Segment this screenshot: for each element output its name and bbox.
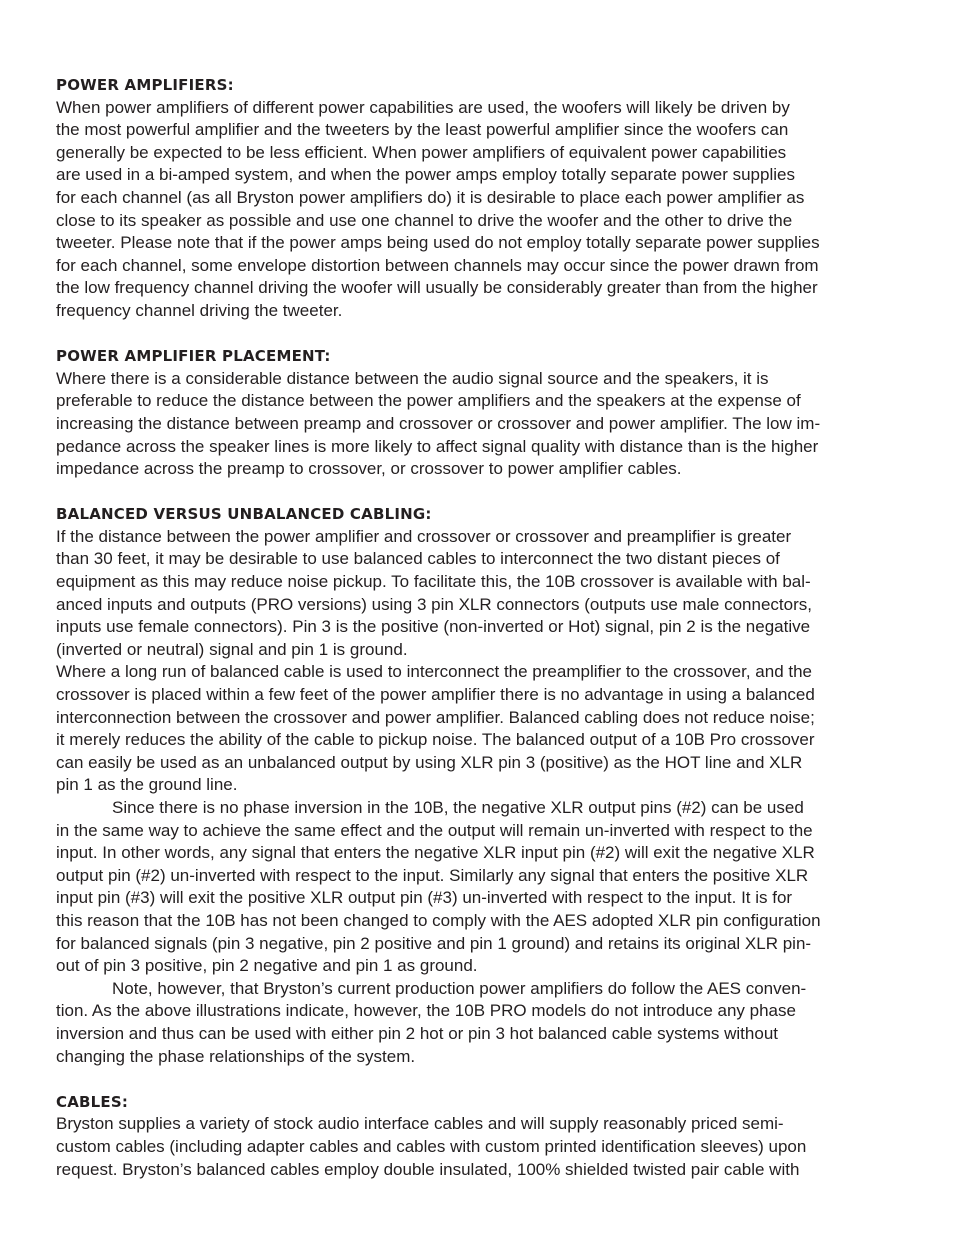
text-line: this reason that the 10B has not been changed to comply with the AES adopted XLR pin configuration bbox=[56, 910, 821, 930]
section-spacer bbox=[56, 481, 936, 504]
text-line: are used in a bi-amped system, and when the power amps employ totally separate power supplies bbox=[56, 165, 795, 185]
text-line: tweeter. Please note that if the power amps being used do not employ totally separate power supplies bbox=[56, 233, 820, 253]
text-line: If the distance between the power amplifier and crossover or crossover and preamplifier is greater bbox=[56, 526, 792, 546]
text-line: tion. As the above illustrations indicate, however, the 10B PRO models do not introduce any phase bbox=[56, 1001, 796, 1021]
text-line: can easily be used as an unbalanced output by using XLR pin 3 (positive) as the HOT line and XLR bbox=[56, 752, 803, 772]
text-line: custom cables (including adapter cables and cables with custom printed identification sleeves) upon bbox=[56, 1136, 807, 1156]
text-line: (inverted or neutral) signal and pin 1 is ground. bbox=[56, 639, 408, 659]
section-heading: CABLES: bbox=[56, 1092, 129, 1111]
text-line: interconnection between the crossover and power amplifier. Balanced cabling does not reduce noise; bbox=[56, 707, 815, 727]
text-line: request. Bryston’s balanced cables employ double insulated, 100% shielded twisted pair cable with bbox=[56, 1159, 800, 1179]
text-line: out of pin 3 positive, pin 2 negative and pin 1 as ground. bbox=[56, 956, 478, 976]
text-line: inputs use female connectors). Pin 3 is the positive (non-inverted or Hot) signal, pin 2 is the negative bbox=[56, 617, 811, 637]
text-line: pedance across the speaker lines is more likely to affect signal quality with distance than is the higher bbox=[56, 436, 819, 456]
text-line: frequency channel driving the tweeter. bbox=[56, 300, 343, 320]
text-line: input pin (#3) will exit the positive XLR output pin (#3) un-inverted with respect to the input. It is for bbox=[56, 888, 793, 908]
section bbox=[56, 74, 936, 323]
text-line: anced inputs and outputs (PRO versions) using 3 pin XLR connectors (outputs use male connectors, bbox=[56, 594, 812, 614]
section bbox=[56, 345, 936, 481]
text-line: it merely reduces the ability of the cable to pickup noise. The balanced output of a 10B Pro crossover bbox=[56, 730, 815, 750]
text-line: for balanced signals (pin 3 negative, pin 2 positive and pin 1 ground) and retains its original XLR pin- bbox=[56, 933, 812, 953]
text-column bbox=[56, 74, 936, 1181]
text-line: in the same way to achieve the same effect and the output will remain un-inverted with respect to the bbox=[56, 820, 813, 840]
text-line: input. In other words, any signal that enters the negative XLR input pin (#2) will exit the negative XLR bbox=[56, 843, 815, 863]
text-line: close to its speaker as possible and use one channel to drive the woofer and the other to drive the bbox=[56, 210, 793, 230]
text-line: inversion and thus can be used with either pin 2 hot or pin 3 hot balanced cable systems without bbox=[56, 1023, 778, 1043]
text-line: Since there is no phase inversion in the 10B, the negative XLR output pins (#2) can be used bbox=[112, 798, 804, 817]
section-heading: POWER AMPLIFIER PLACEMENT: bbox=[56, 347, 331, 366]
text-line: preferable to reduce the distance between the power amplifiers and the speakers at the expense of bbox=[56, 391, 801, 411]
text-line: than 30 feet, it may be desirable to use balanced cables to interconnect the two distant pieces of bbox=[56, 549, 780, 569]
section bbox=[56, 503, 936, 1068]
text-line: increasing the distance between preamp and crossover or crossover and power amplifier. The low im- bbox=[56, 413, 821, 433]
section-spacer bbox=[56, 1068, 936, 1091]
section-heading: POWER AMPLIFIERS: bbox=[56, 76, 234, 94]
text-line: generally be expected to be less efficient. When power amplifiers of equivalent power capabilities bbox=[56, 142, 787, 162]
text-line: Where there is a considerable distance between the audio signal source and the speakers, it is bbox=[56, 368, 769, 388]
text-line: Where a long run of balanced cable is used to interconnect the preamplifier to the crossover, and the bbox=[56, 662, 813, 682]
text-line: for each channel (as all Bryston power amplifiers do) it is desirable to place each power amplifier as bbox=[56, 187, 805, 207]
text-line: impedance across the preamp to crossover, or crossover to power amplifier cables. bbox=[56, 459, 682, 479]
text-line: Note, however, that Bryston’s current production power amplifiers do follow the AES conven- bbox=[112, 978, 807, 998]
section bbox=[56, 1091, 936, 1181]
section-spacer bbox=[56, 323, 936, 346]
text-line: When power amplifiers of different power capabilities are used, the woofers will likely be driven by bbox=[56, 97, 790, 117]
text-line: changing the phase relationships of the system. bbox=[56, 1046, 416, 1066]
text-line: pin 1 as the ground line. bbox=[56, 775, 238, 795]
text-line: crossover is placed within a few feet of the power amplifier there is no advantage in using a balanced bbox=[56, 685, 815, 705]
text-line: the low frequency channel driving the woofer will usually be considerably greater than from the higher bbox=[56, 278, 818, 298]
text-line: equipment as this may reduce noise pickup. To facilitate this, the 10B crossover is available with bal- bbox=[56, 572, 811, 592]
section-heading: BALANCED VERSUS UNBALANCED CABLING: bbox=[56, 505, 432, 524]
text-line: Bryston supplies a variety of stock audio interface cables and will supply reasonably priced semi- bbox=[56, 1114, 784, 1134]
text-line: the most powerful amplifier and the tweeters by the least powerful amplifier since the woofers can bbox=[56, 120, 789, 140]
text-line: for each channel, some envelope distortion between channels may occur since the power drawn from bbox=[56, 255, 819, 275]
text-line: output pin (#2) un-inverted with respect to the input. Similarly any signal that enters the positive XLR bbox=[56, 865, 809, 885]
